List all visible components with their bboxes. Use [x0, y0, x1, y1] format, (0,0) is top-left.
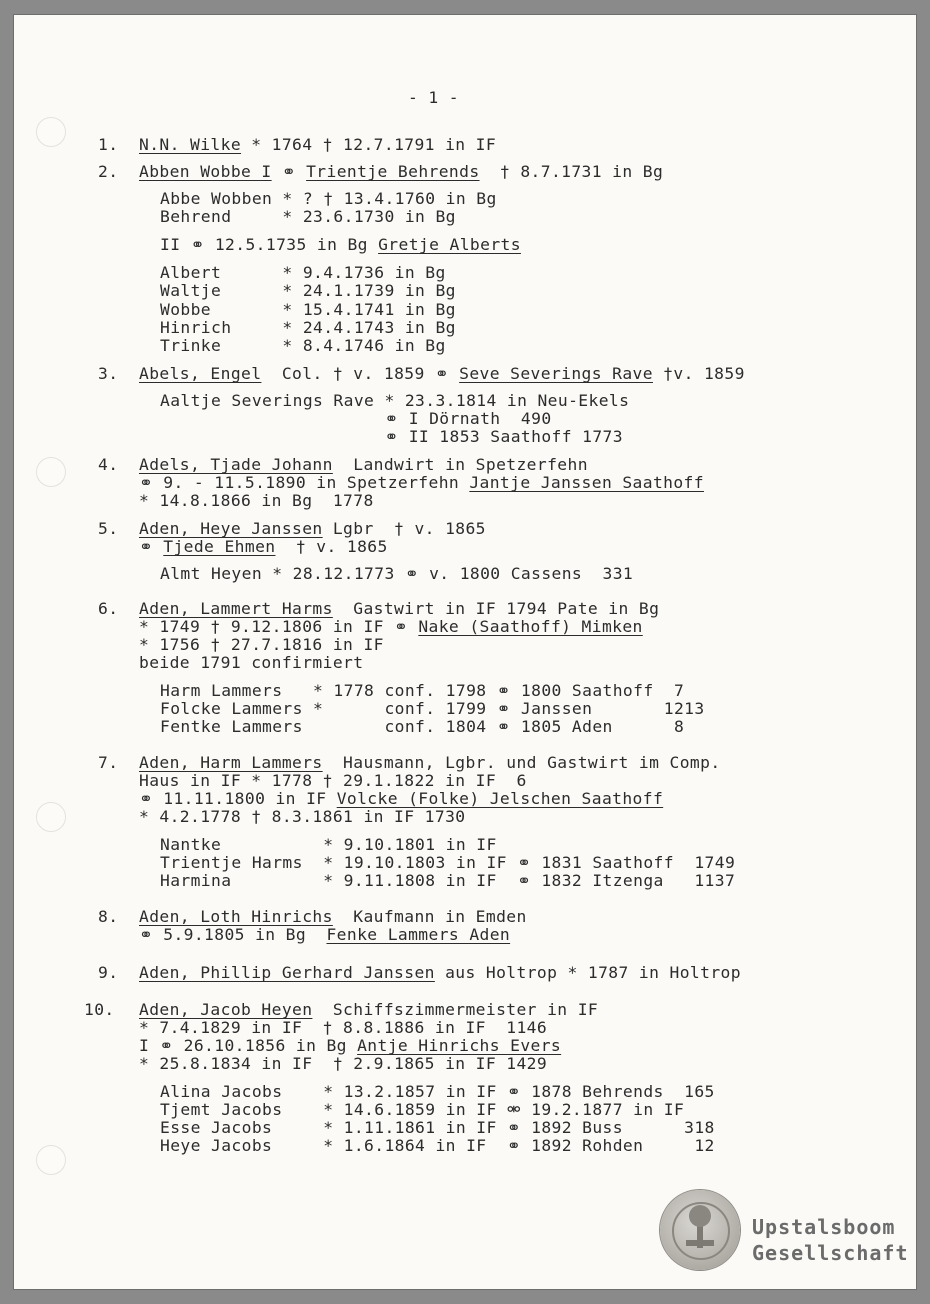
brand-line-2: Gesellschaft [752, 1241, 909, 1265]
entry-9-line: Aden, Phillip Gerhard Janssen aus Holtrop * 1787 in Holtrop [139, 963, 741, 982]
entry-number: 2. [98, 162, 119, 181]
entry-number: 6. [98, 599, 119, 618]
detail-line: * 25.8.1834 in IF † 2.9.1865 in IF 1429 [139, 1054, 548, 1073]
detail-line: * 7.4.1829 in IF † 8.8.1886 in IF 1146 [139, 1018, 548, 1037]
marriage-line: * 1749 † 9.12.1806 in IF ⚭ Nake (Saathoff) Mimken [139, 617, 643, 636]
child-line: Trinke * 8.4.1746 in Bg [160, 336, 446, 355]
person-name: Aden, Phillip Gerhard Janssen [139, 963, 435, 982]
society-seal-icon [660, 1190, 740, 1270]
child-line: Aaltje Severings Rave * 23.3.1814 in Neu-Ekels [160, 391, 630, 410]
marriage-line: ⚭ 9. - 11.5.1890 in Spetzerfehn Jantje Janssen Saathoff [139, 473, 704, 492]
spouse-name: Tjede Ehmen [163, 537, 276, 556]
person-name: Adels, Tjade Johann [139, 455, 333, 474]
entry-number: 1. [98, 135, 119, 154]
spouse-name: Fenke Lammers Aden [326, 925, 511, 944]
child-line: Abbe Wobben * ? † 13.4.1760 in Bg [160, 189, 497, 208]
child-line: Harmina * 9.11.1808 in IF ⚭ 1832 Itzenga 1137 [160, 871, 736, 890]
child-line: Folcke Lammers * conf. 1799 ⚭ Janssen 1213 [160, 699, 705, 718]
child-line: Esse Jacobs * 1.11.1861 in IF ⚭ 1892 Buss 318 [160, 1118, 715, 1137]
person-name: Aden, Lammert Harms [139, 599, 333, 618]
spouse-name: Gretje Alberts [378, 235, 521, 254]
child-line: Trientje Harms * 19.10.1803 in IF ⚭ 1831 Saathoff 1749 [160, 853, 736, 872]
detail-line: beide 1791 confirmiert [139, 653, 364, 672]
spouse-name: Antje Hinrichs Evers [357, 1036, 562, 1055]
punch-hole [36, 802, 66, 832]
entry-4-line: Adels, Tjade Johann Landwirt in Spetzerfehn [139, 455, 588, 474]
document-page [14, 15, 916, 1289]
entry-8-line: Aden, Loth Hinrichs Kaufmann in Emden [139, 907, 527, 926]
child-line: Fentke Lammers conf. 1804 ⚭ 1805 Aden 8 [160, 717, 685, 736]
child-line: Nantke * 9.10.1801 in IF [160, 835, 497, 854]
child-line: Behrend * 23.6.1730 in Bg [160, 207, 456, 226]
marriage-line: ⚭ Tjede Ehmen † v. 1865 [139, 537, 388, 556]
marriage-line: I ⚭ 26.10.1856 in Bg Antje Hinrichs Evers [139, 1036, 562, 1055]
entry-number: 4. [98, 455, 119, 474]
marriage-line: ⚭ 11.11.1800 in IF Volcke (Folke) Jelschen Saathoff [139, 789, 664, 808]
person-name: N.N. Wilke [139, 135, 242, 154]
child-line: Almt Heyen * 28.12.1773 ⚭ v. 1800 Cassens 331 [160, 564, 634, 583]
person-name: Aden, Heye Janssen [139, 519, 323, 538]
child-line: Wobbe * 15.4.1741 in Bg [160, 300, 456, 319]
second-marriage-line: II ⚭ 12.5.1735 in Bg Gretje Alberts [160, 235, 521, 254]
page-number: - 1 - [408, 88, 460, 107]
entry-number: 9. [98, 963, 119, 982]
entry-1-line: N.N. Wilke * 1764 † 12.7.1791 in IF [139, 135, 497, 154]
spouse-name: Nake (Saathoff) Mimken [418, 617, 643, 636]
person-name: Aden, Jacob Heyen [139, 1000, 313, 1019]
detail-line: * 1756 † 27.7.1816 in IF [139, 635, 384, 654]
entry-number: 3. [98, 364, 119, 383]
entry-number: 8. [98, 907, 119, 926]
spouse-name: Jantje Janssen Saathoff [469, 473, 704, 492]
punch-hole [36, 457, 66, 487]
child-line: Alina Jacobs * 13.2.1857 in IF ⚭ 1878 Behrends 165 [160, 1082, 715, 1101]
detail-line: Haus in IF * 1778 † 29.1.1822 in IF 6 [139, 771, 527, 790]
brand-line-1: Upstalsboom [752, 1215, 896, 1239]
child-line: ⚭ I Dörnath 490 [160, 409, 552, 428]
child-line: Tjemt Jacobs * 14.6.1859 in IF ⚮ 19.2.1877 in IF [160, 1100, 685, 1119]
entry-number: 5. [98, 519, 119, 538]
child-line: Hinrich * 24.4.1743 in Bg [160, 318, 456, 337]
spouse-name: Trientje Behrends [306, 162, 480, 181]
entry-2-line: Abben Wobbe I ⚭ Trientje Behrends † 8.7.1731 in Bg [139, 162, 664, 181]
entry-number: 7. [98, 753, 119, 772]
entry-7-line: Aden, Harm Lammers Hausmann, Lgbr. und Gastwirt im Comp. [139, 753, 721, 772]
person-name: Aden, Loth Hinrichs [139, 907, 333, 926]
spouse-name: Volcke (Folke) Jelschen Saathoff [336, 789, 664, 808]
child-line: ⚭ II 1853 Saathoff 1773 [160, 427, 623, 446]
child-line: Heye Jacobs * 1.6.1864 in IF ⚭ 1892 Rohden 12 [160, 1136, 715, 1155]
child-line: Waltje * 24.1.1739 in Bg [160, 281, 456, 300]
entry-6-line: Aden, Lammert Harms Gastwirt in IF 1794 Pate in Bg [139, 599, 660, 618]
person-name: Abels, Engel [139, 364, 262, 383]
child-line: Harm Lammers * 1778 conf. 1798 ⚭ 1800 Saathoff 7 [160, 681, 685, 700]
tree-icon [660, 1190, 740, 1270]
marriage-line: ⚭ 5.9.1805 in Bg Fenke Lammers Aden [139, 925, 511, 944]
entry-3-line: Abels, Engel Col. † v. 1859 ⚭ Seve Severings Rave †v. 1859 [139, 364, 745, 383]
punch-hole [36, 117, 66, 147]
detail-line: * 14.8.1866 in Bg 1778 [139, 491, 374, 510]
entry-10-line: Aden, Jacob Heyen Schiffszimmermeister in IF [139, 1000, 599, 1019]
spouse-name: Seve Severings Rave [459, 364, 653, 383]
child-line: Albert * 9.4.1736 in Bg [160, 263, 446, 282]
detail-line: * 4.2.1778 † 8.3.1861 in IF 1730 [139, 807, 466, 826]
person-name: Abben Wobbe I [139, 162, 272, 181]
entry-number: 10. [84, 1000, 115, 1019]
punch-hole [36, 1145, 66, 1175]
entry-5-line: Aden, Heye Janssen Lgbr † v. 1865 [139, 519, 486, 538]
person-name: Aden, Harm Lammers [139, 753, 323, 772]
